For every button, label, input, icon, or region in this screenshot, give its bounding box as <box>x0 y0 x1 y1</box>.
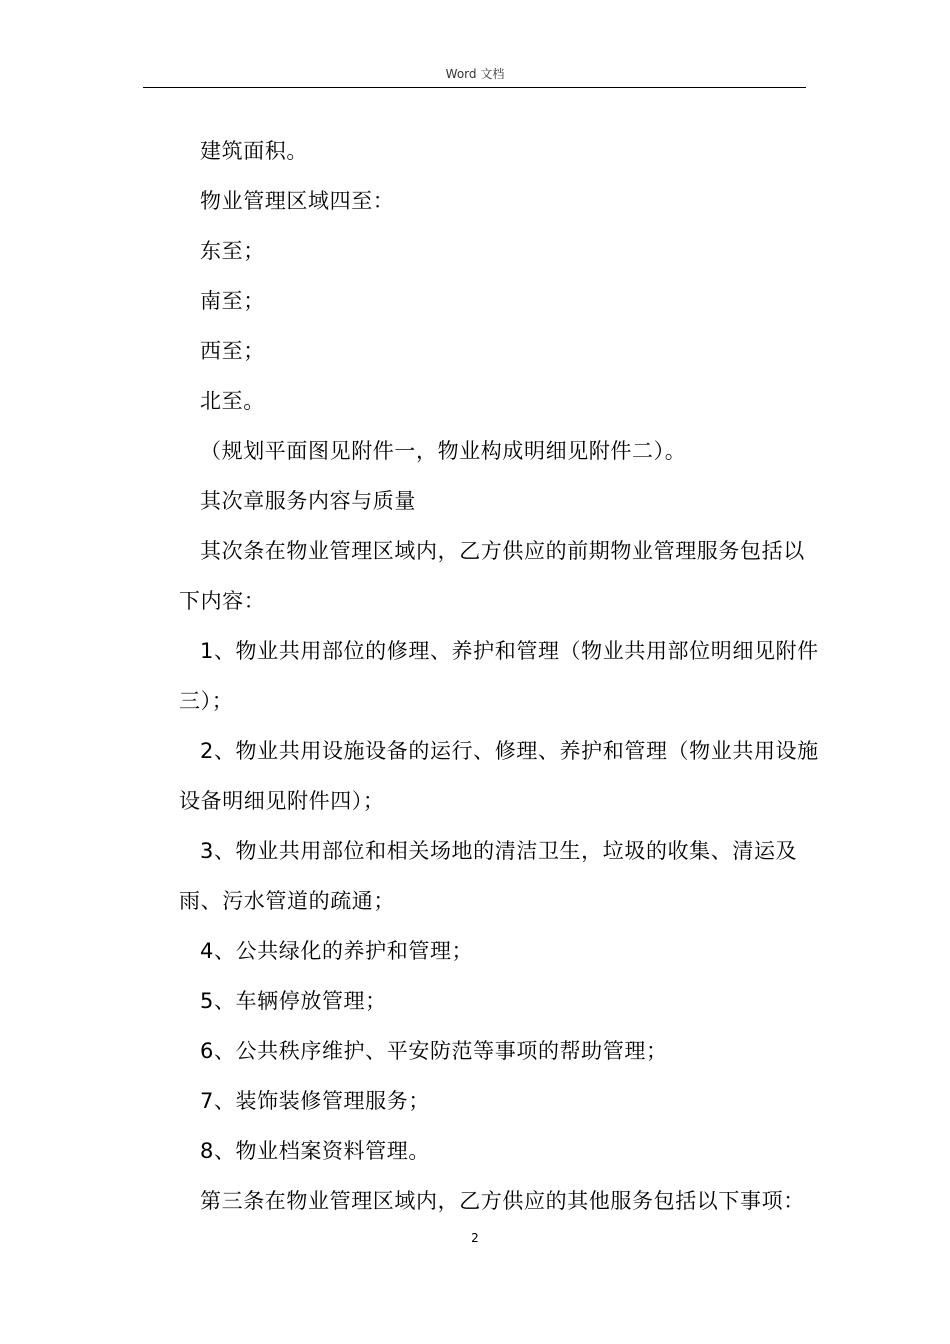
header-divider <box>143 87 806 88</box>
list-item: 1、物业共用部位的修理、养护和管理（物业共用部位明细见附件三）； <box>179 639 819 713</box>
paragraph: 建筑面积。 <box>200 139 308 163</box>
chapter-heading: 其次章服务内容与质量 <box>200 489 416 513</box>
list-item: 2、物业共用设施设备的运行、修理、养护和管理（物业共用设施设备明细见附件四）； <box>179 739 819 813</box>
list-item: 8、物业档案资料管理。 <box>200 1139 430 1163</box>
list-item: 3、物业共用部位和相关场地的清洁卫生，垃圾的收集、清运及雨、污水管道的疏通； <box>179 839 798 913</box>
list-item: 5、车辆停放管理； <box>200 989 387 1013</box>
paragraph: 第三条在物业管理区域内，乙方供应的其他服务包括以下事项： <box>200 1189 805 1213</box>
page-number: 2 <box>471 1231 479 1245</box>
paragraph: 北至。 <box>200 389 265 413</box>
list-item: 4、公共绿化的养护和管理； <box>200 939 474 963</box>
paragraph: 物业管理区域四至： <box>200 189 395 213</box>
paragraph: （规划平面图见附件一，物业构成明细见附件二）。 <box>200 439 687 463</box>
paragraph: 其次条在物业管理区域内，乙方供应的前期物业管理服务包括以下内容： <box>179 539 805 613</box>
list-item: 7、装饰装修管理服务； <box>200 1089 430 1113</box>
document-body <box>179 126 819 1226</box>
paragraph: 东至； <box>200 239 265 263</box>
list-item: 6、公共秩序维护、平安防范等事项的帮助管理； <box>200 1039 668 1063</box>
paragraph: 南至； <box>200 289 265 313</box>
page-header-title: Word 文档 <box>445 67 505 81</box>
paragraph: 西至； <box>200 339 265 363</box>
